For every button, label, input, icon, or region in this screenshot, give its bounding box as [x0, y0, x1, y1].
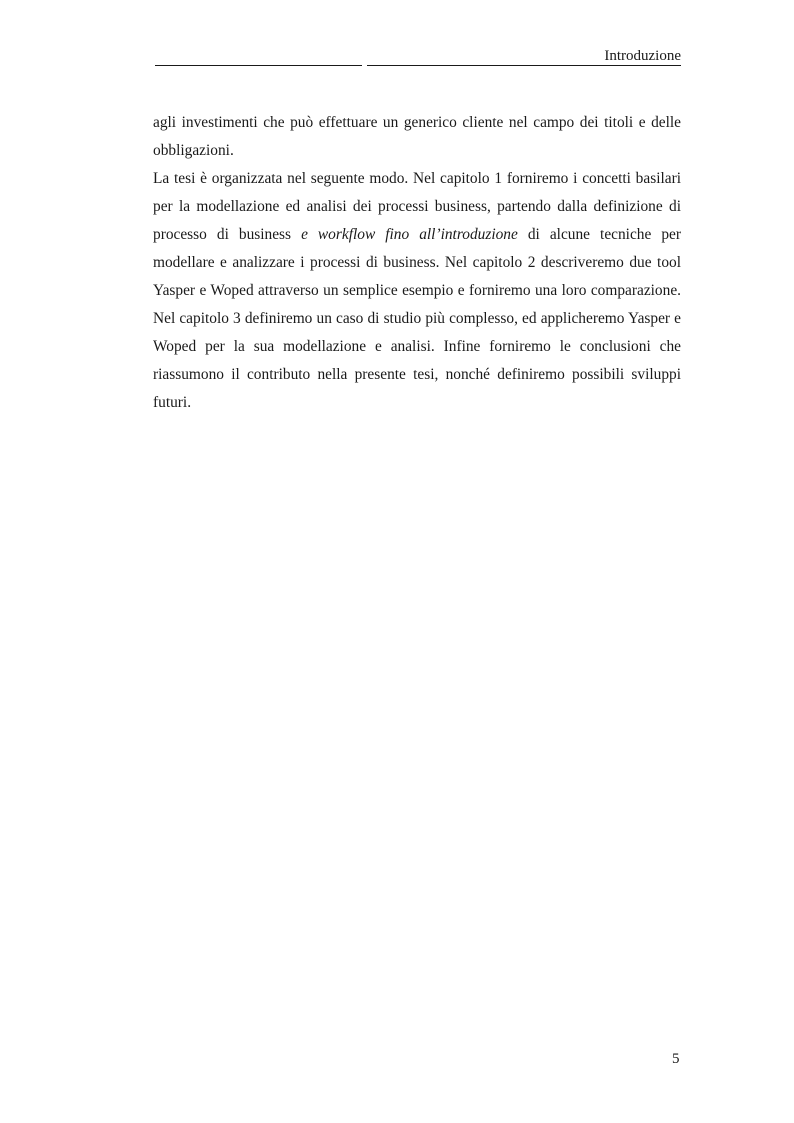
paragraph: agli investimenti che può effettuare un generico cliente nel campo dei titoli e delle obbligazioni. — [153, 114, 681, 159]
italic-phrase: e workflow fino all’introduzione — [301, 226, 518, 243]
page-number: 5 — [672, 1051, 680, 1067]
header-title: Introduzione — [604, 48, 681, 64]
paragraph-text: di alcune tecniche per modellare e analizzare i processi di business. Nel capitolo 2 descriveremo due tool Yasper e Woped attraverso un semplice esempio e forniremo una loro comparazione. Nel capitolo 3 definiremo un caso di studio più complesso, ed applicheremo Yasper e Woped per la sua modellazione e analisi. Infine forniremo le conclusioni che riassumono il contributo nella presente tesi, nonché definiremo possibili sviluppi futuri. — [153, 226, 681, 411]
header-rule — [367, 65, 375, 66]
paragraph-text: La tesi è organizzata nel seguente modo. Nel capitolo 1 forniremo i concetti basilari per la modellazione ed analisi dei processi business, partendo dalla definizione di processo di business — [153, 170, 681, 243]
body-text — [153, 109, 681, 417]
header-rule — [155, 65, 362, 66]
running-header — [155, 46, 681, 66]
header-rule — [375, 65, 681, 66]
paragraph — [153, 165, 681, 417]
